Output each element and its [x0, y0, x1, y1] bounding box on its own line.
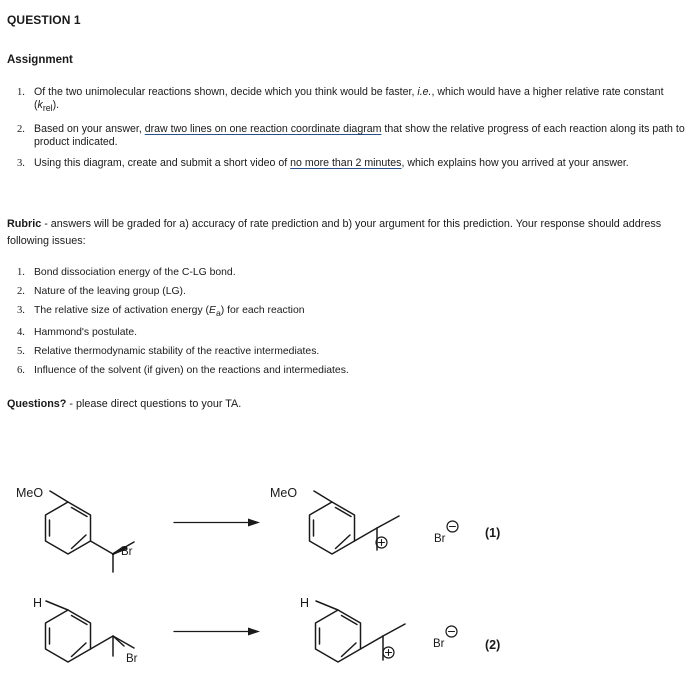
question-title: QUESTION 1: [7, 13, 81, 27]
underlined-instruction: no more than 2 minutes: [290, 156, 402, 169]
item-text: Nature of the leaving group (LG).: [34, 286, 186, 297]
reaction1-reactant: [46, 491, 135, 572]
rubric-paragraph: [7, 216, 679, 250]
rubric-item: [14, 285, 574, 298]
item-number: 4.: [17, 327, 25, 339]
item-number: 1.: [17, 87, 25, 98]
assignment-item: [14, 123, 686, 150]
item-text: that show the relative progress of each reaction along its path to product indicated.: [34, 122, 685, 149]
activation-energy-symbol: E: [209, 305, 216, 316]
reaction1-product: [310, 491, 400, 554]
item-text: Of the two unimolecular reactions shown, decide which you think would be faster,: [34, 86, 418, 98]
rate-constant-symbol: k: [37, 99, 43, 112]
reaction2-reactant: [46, 601, 135, 662]
item-text: Hammond's postulate.: [34, 327, 138, 339]
assignment-item: [14, 86, 686, 116]
item-text: , which would have a higher relative rate constant (: [34, 86, 664, 112]
item-text: , which explains how you arrived at your answer.: [401, 156, 629, 169]
reaction2-hydrogen-label: H: [33, 596, 43, 610]
reaction2-arrow: [174, 628, 260, 636]
item-number: 5.: [17, 346, 25, 358]
activation-energy-subscript: a: [215, 308, 221, 319]
item-text: The relative size of activation energy (: [34, 305, 209, 316]
reaction1-bromide-anion: Br: [434, 533, 446, 545]
item-number: 2.: [17, 123, 25, 135]
questions-note: [7, 398, 241, 410]
item-text: Influence of the solvent (if given) on the reactions and intermediates.: [34, 365, 349, 377]
reaction1-arrow: [174, 519, 260, 527]
item-number: 1.: [17, 267, 25, 278]
reaction1-methoxy-label: MeO: [16, 486, 44, 500]
rubric-label: Rubric: [7, 218, 42, 230]
rubric-text: - answers will be graded for a) accuracy of rate prediction and b) your argument for this prediction. Your response should address following issues:: [7, 218, 662, 247]
reaction2-product-hydrogen-label: H: [300, 596, 310, 610]
item-number: 3.: [17, 157, 25, 169]
reaction2-bromide-label: Br: [126, 653, 138, 665]
item-text: Relative thermodynamic stability of the reactive intermediates.: [34, 346, 320, 358]
rubric-item: [14, 364, 574, 377]
underlined-instruction: draw two lines on one reaction coordinate diagram: [144, 122, 382, 135]
reaction2-number: (2): [485, 638, 501, 652]
rubric-item: [14, 266, 574, 279]
item-text: ).: [52, 99, 60, 112]
rubric-list: [14, 266, 574, 383]
rubric-item: [14, 304, 574, 320]
item-text: ) for each reaction: [220, 305, 305, 316]
questions-label: Questions?: [7, 398, 67, 410]
rubric-item: [14, 345, 574, 358]
reaction1-number: (1): [485, 526, 501, 540]
reaction1-bromide-label: Br: [121, 546, 133, 558]
assignment-heading: Assignment: [7, 54, 73, 66]
item-number: 2.: [17, 286, 25, 297]
negative-charge-icon: [447, 521, 458, 532]
item-text: Based on your answer,: [34, 122, 145, 135]
assignment-item: [14, 157, 686, 170]
assignment-list: [14, 86, 686, 177]
reaction2-bromide-anion: Br: [433, 638, 445, 650]
item-text: Using this diagram, create and submit a short video of: [34, 156, 291, 169]
reaction-scheme: [0, 470, 699, 695]
item-number: 6.: [17, 365, 25, 377]
item-text: Bond dissociation energy of the C-LG bond.: [34, 267, 236, 278]
reaction1-product-methoxy-label: MeO: [270, 486, 298, 500]
rubric-item: [14, 326, 574, 339]
reaction2-product: [316, 601, 406, 662]
rate-constant-subscript: rel: [42, 103, 53, 114]
questions-text: - please direct questions to your TA.: [66, 398, 242, 410]
item-number: 3.: [17, 305, 25, 316]
negative-charge-icon: [446, 626, 457, 637]
item-text: i.e.: [417, 86, 432, 98]
